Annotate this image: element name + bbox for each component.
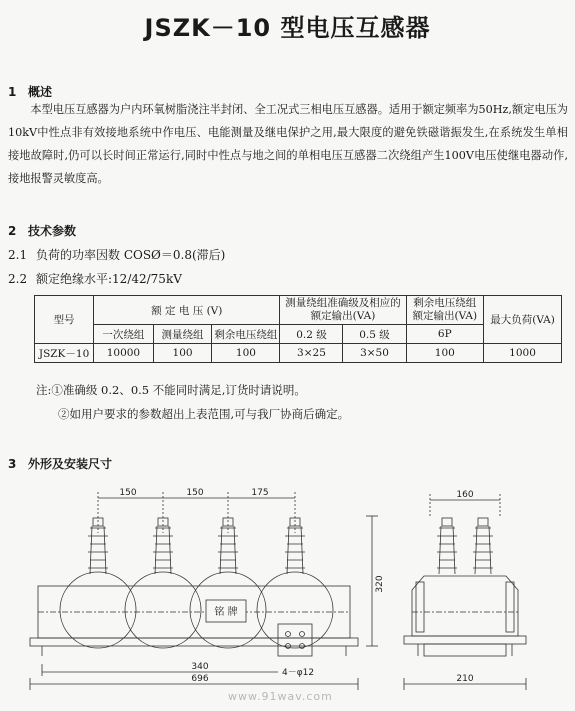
watermark: www.91wav.com (228, 690, 333, 703)
section-title: 技术参数 (28, 224, 77, 238)
header-model: 型号 (35, 296, 94, 344)
header-rated-voltage: 额 定 电 压 (V) (94, 296, 280, 325)
section-title: 外形及安装尺寸 (28, 457, 113, 471)
param-2-2 (8, 270, 182, 287)
bushing (285, 518, 305, 574)
dim-label-160: 160 (456, 490, 474, 500)
table-row (35, 344, 562, 363)
dim-label-150a: 150 (119, 488, 137, 498)
side-view (404, 490, 526, 690)
dim-label-210: 210 (456, 674, 474, 684)
subheader-residual: 剩余电压绕组 (212, 325, 280, 344)
bushing (218, 518, 238, 574)
section-3-heading (8, 455, 112, 472)
bushing (153, 518, 173, 574)
cell-class05: 3×50 (343, 344, 406, 363)
section-number: 3 (8, 457, 17, 471)
section-number: 2 (8, 224, 17, 238)
overview-paragraph: 本型电压互感器为户内环氧树脂浇注半封闭、全工况式三相电压互感器。适用于额定频率为50Hz,额定电压为10kV中性点非有效接地系统中作电压、电能测量及继电保护之用,最大限度的避免铁磁谐振发生,在系统发生单相接地故障时,仍可以长时间正常运行,同时中性点与地之间的单相电压互感器二次绕组产生100V电压使继电器动作,接地报警灵敏度高。 (8, 103, 568, 185)
front-view (30, 488, 385, 690)
cell-6p: 100 (406, 344, 484, 363)
param-text: 负荷的功率因数 COSØ＝0.8(滞后) (36, 248, 226, 262)
subheader-class05: 0.5 级 (343, 325, 406, 344)
subheader-measure: 测量绕组 (153, 325, 212, 344)
dim-label-150b: 150 (186, 488, 204, 498)
bushing (88, 518, 108, 574)
bushing (437, 518, 457, 574)
header-max-load: 最大负荷(VA) (484, 296, 562, 344)
param-number: 2.2 (8, 272, 28, 286)
dim-label-175: 175 (251, 488, 269, 498)
header-residual-output: 剩余电压绕组额定输出(VA) (406, 296, 484, 325)
subheader-6p: 6P (406, 325, 484, 344)
dim-label-320: 320 (375, 575, 385, 593)
table-header-row (35, 296, 562, 325)
section-2-heading (8, 222, 76, 239)
cell-measure: 100 (153, 344, 212, 363)
table-subheader-row (35, 325, 562, 344)
page-title: JSZK－10 型电压互感器 (144, 14, 431, 42)
outline-drawing (20, 478, 560, 690)
param-text: 额定绝缘水平:12/42/75kV (36, 272, 182, 286)
subheader-primary: 一次绕组 (94, 325, 154, 344)
cell-model: JSZK－10 (35, 344, 94, 363)
dim-label-696: 696 (191, 674, 209, 684)
cell-residual: 100 (212, 344, 280, 363)
dim-label-4phi12: 4－φ12 (282, 668, 315, 678)
cell-primary: 10000 (94, 344, 154, 363)
spec-table (34, 295, 562, 363)
section-number: 1 (8, 85, 17, 99)
section-title: 概述 (28, 85, 53, 99)
subheader-class02: 0.2 级 (280, 325, 343, 344)
dim-label-340: 340 (191, 662, 209, 672)
cell-class02: 3×25 (280, 344, 343, 363)
nameplate-label: 铭 牌 (214, 607, 238, 618)
bushing (473, 518, 493, 574)
header-meas-accuracy: 测量绕组准确级及相应的额定输出(VA) (280, 296, 406, 325)
cell-max-load: 1000 (484, 344, 562, 363)
note-2: ②如用户要求的参数超出上表范围,可与我厂协商后确定。 (58, 407, 350, 421)
param-2-1 (8, 246, 225, 263)
param-number: 2.1 (8, 248, 28, 262)
note-1: 注:①准确级 0.2、0.5 不能同时满足,订货时请说明。 (36, 383, 306, 397)
